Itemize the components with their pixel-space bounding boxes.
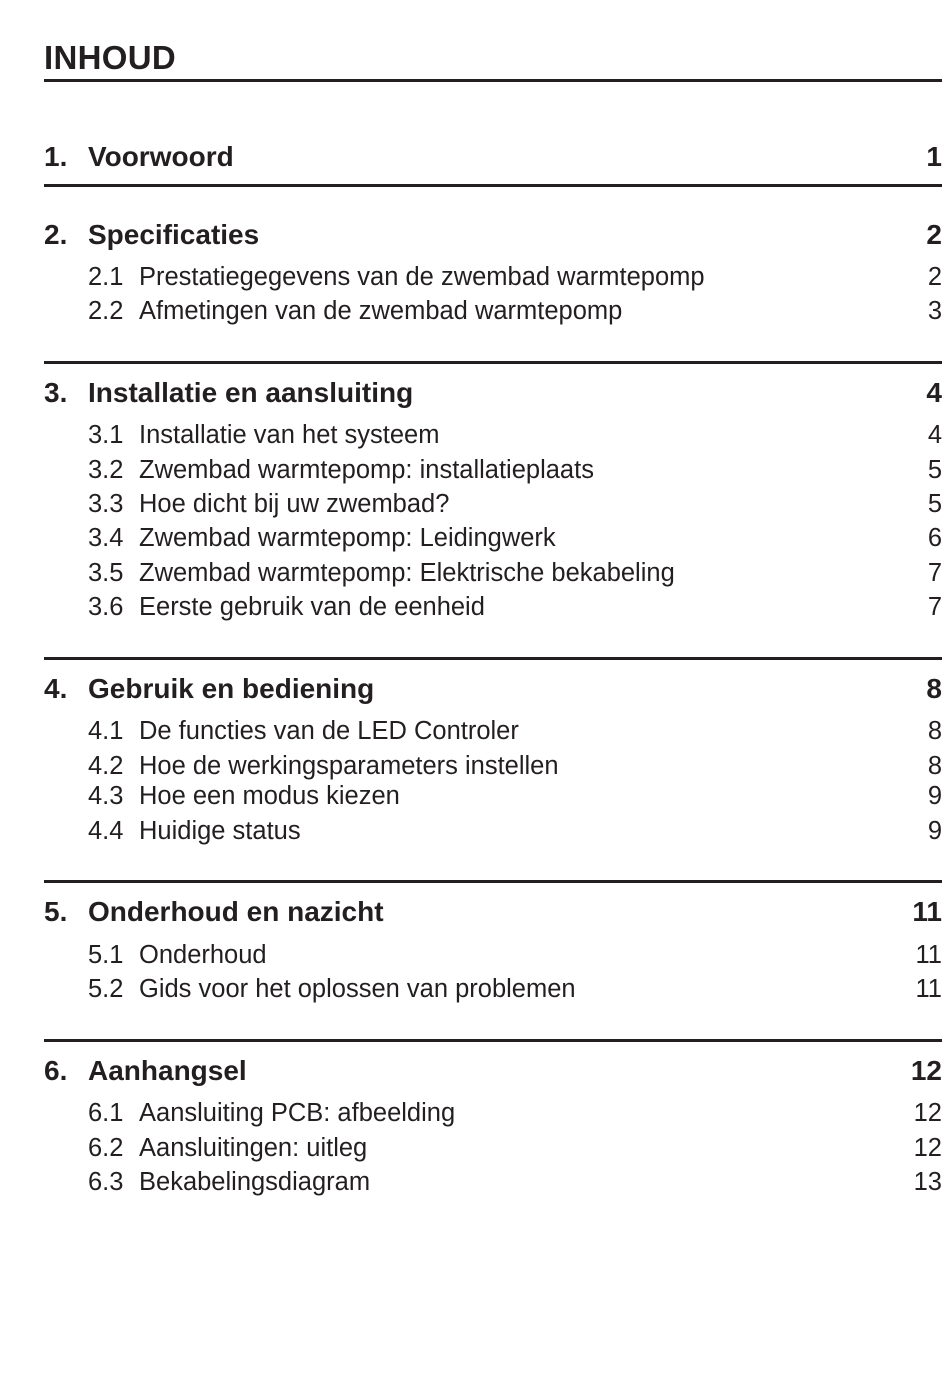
- item-number: 2.2: [88, 296, 124, 325]
- page-number: 5: [927, 489, 942, 518]
- divider: [44, 361, 942, 364]
- item-number: 3.2: [88, 455, 124, 484]
- divider: [44, 184, 942, 187]
- page-number: 13: [913, 1167, 942, 1196]
- item-title: Huidige status: [139, 816, 301, 845]
- toc-item-6-2[interactable]: [44, 1132, 942, 1164]
- page-number: 4: [926, 377, 942, 408]
- toc-item-5-1[interactable]: [44, 939, 942, 971]
- item-number: 3.3: [88, 489, 124, 518]
- page-number: 3: [927, 296, 942, 325]
- section-number: 6.: [44, 1055, 68, 1086]
- toc-item-3-3[interactable]: [44, 488, 942, 520]
- item-title: Eerste gebruik van de eenheid: [139, 592, 485, 621]
- page-number: 12: [910, 1055, 942, 1086]
- page-number: 12: [913, 1098, 942, 1127]
- page-title: INHOUD: [44, 39, 176, 76]
- toc-section-5[interactable]: [44, 894, 942, 930]
- item-number: 6.3: [88, 1167, 124, 1196]
- item-title: Installatie van het systeem: [139, 420, 440, 449]
- toc-item-4-3[interactable]: [44, 780, 942, 812]
- item-number: 4.3: [88, 781, 124, 810]
- divider: [44, 1039, 942, 1042]
- toc-item-2-2[interactable]: [44, 295, 942, 327]
- page-number: 11: [915, 974, 942, 1003]
- page-number: 4: [927, 420, 942, 449]
- item-number: 3.1: [88, 420, 124, 449]
- item-title: Prestatiegegevens van de zwembad warmtepomp: [139, 262, 705, 291]
- item-title: Hoe dicht bij uw zwembad?: [139, 489, 450, 518]
- item-number: 3.4: [88, 523, 124, 552]
- page-number: 9: [927, 816, 942, 845]
- page-number: 8: [926, 673, 942, 704]
- toc-item-3-4[interactable]: [44, 522, 942, 554]
- toc-item-3-1[interactable]: [44, 419, 942, 451]
- divider: [44, 880, 942, 883]
- item-number: 5.2: [88, 974, 124, 1003]
- toc-section-4[interactable]: [44, 671, 942, 707]
- section-number: 2.: [44, 219, 68, 250]
- item-title: De functies van de LED Controler: [139, 716, 519, 745]
- toc-section-6[interactable]: [44, 1053, 942, 1089]
- toc-section-1[interactable]: [44, 139, 942, 175]
- item-number: 2.1: [88, 262, 124, 291]
- section-title: Specificaties: [88, 219, 260, 250]
- item-title: Aansluitingen: uitleg: [139, 1133, 368, 1162]
- toc-item-2-1[interactable]: [44, 261, 942, 293]
- item-number: 6.1: [88, 1098, 124, 1127]
- item-title: Onderhoud: [139, 940, 267, 969]
- section-number: 3.: [44, 377, 68, 408]
- item-number: 3.5: [88, 558, 124, 587]
- item-title: Zwembad warmtepomp: installatieplaats: [139, 455, 594, 484]
- page-number: 11: [915, 940, 942, 969]
- item-number: 6.2: [88, 1133, 124, 1162]
- item-number: 3.6: [88, 592, 124, 621]
- section-title: Aanhangsel: [88, 1055, 247, 1086]
- toc-item-3-2[interactable]: [44, 454, 942, 486]
- item-title: Aansluiting PCB: afbeelding: [139, 1098, 456, 1127]
- toc-item-6-3[interactable]: [44, 1166, 942, 1198]
- item-number: 4.2: [88, 751, 124, 780]
- page-number: 1: [926, 141, 942, 172]
- section-title: Installatie en aansluiting: [88, 377, 414, 408]
- toc-item-4-4[interactable]: [44, 815, 942, 847]
- page-number: 12: [913, 1133, 942, 1162]
- toc-item-3-6[interactable]: [44, 591, 942, 623]
- toc-section-2[interactable]: [44, 217, 942, 253]
- item-title: Gids voor het oplossen van problemen: [139, 974, 576, 1003]
- section-title: Gebruik en bediening: [88, 673, 375, 704]
- toc-item-5-2[interactable]: [44, 973, 942, 1005]
- toc-item-3-5[interactable]: [44, 557, 942, 589]
- item-number: 5.1: [88, 940, 124, 969]
- toc-item-6-1[interactable]: [44, 1097, 942, 1129]
- divider: [44, 657, 942, 660]
- section-number: 1.: [44, 141, 68, 172]
- page-number: 2: [927, 262, 942, 291]
- item-number: 4.4: [88, 816, 124, 845]
- divider: [44, 79, 942, 82]
- section-number: 4.: [44, 673, 68, 704]
- section-title: Voorwoord: [88, 141, 234, 172]
- page-number: 6: [927, 523, 942, 552]
- section-number: 5.: [44, 896, 68, 927]
- item-title: Zwembad warmtepomp: Elektrische bekabeling: [139, 558, 675, 587]
- toc-item-4-1[interactable]: [44, 715, 942, 747]
- toc-section-3[interactable]: [44, 375, 942, 411]
- section-title: Onderhoud en nazicht: [88, 896, 384, 927]
- toc-item-4-2[interactable]: [44, 750, 942, 782]
- item-title: Hoe de werkingsparameters instellen: [139, 751, 559, 780]
- item-title: Zwembad warmtepomp: Leidingwerk: [139, 523, 556, 552]
- page-number: 8: [927, 751, 942, 780]
- page-number: 8: [927, 716, 942, 745]
- page-number: 5: [927, 455, 942, 484]
- item-title: Hoe een modus kiezen: [139, 781, 400, 810]
- page-number: 7: [927, 592, 942, 621]
- page-number: 7: [927, 558, 942, 587]
- page-number: 9: [927, 781, 942, 810]
- page-number: 11: [912, 896, 942, 927]
- item-title: Afmetingen van de zwembad warmtepomp: [139, 296, 623, 325]
- item-title: Bekabelingsdiagram: [139, 1167, 371, 1196]
- page-number: 2: [926, 219, 942, 250]
- item-number: 4.1: [88, 716, 124, 745]
